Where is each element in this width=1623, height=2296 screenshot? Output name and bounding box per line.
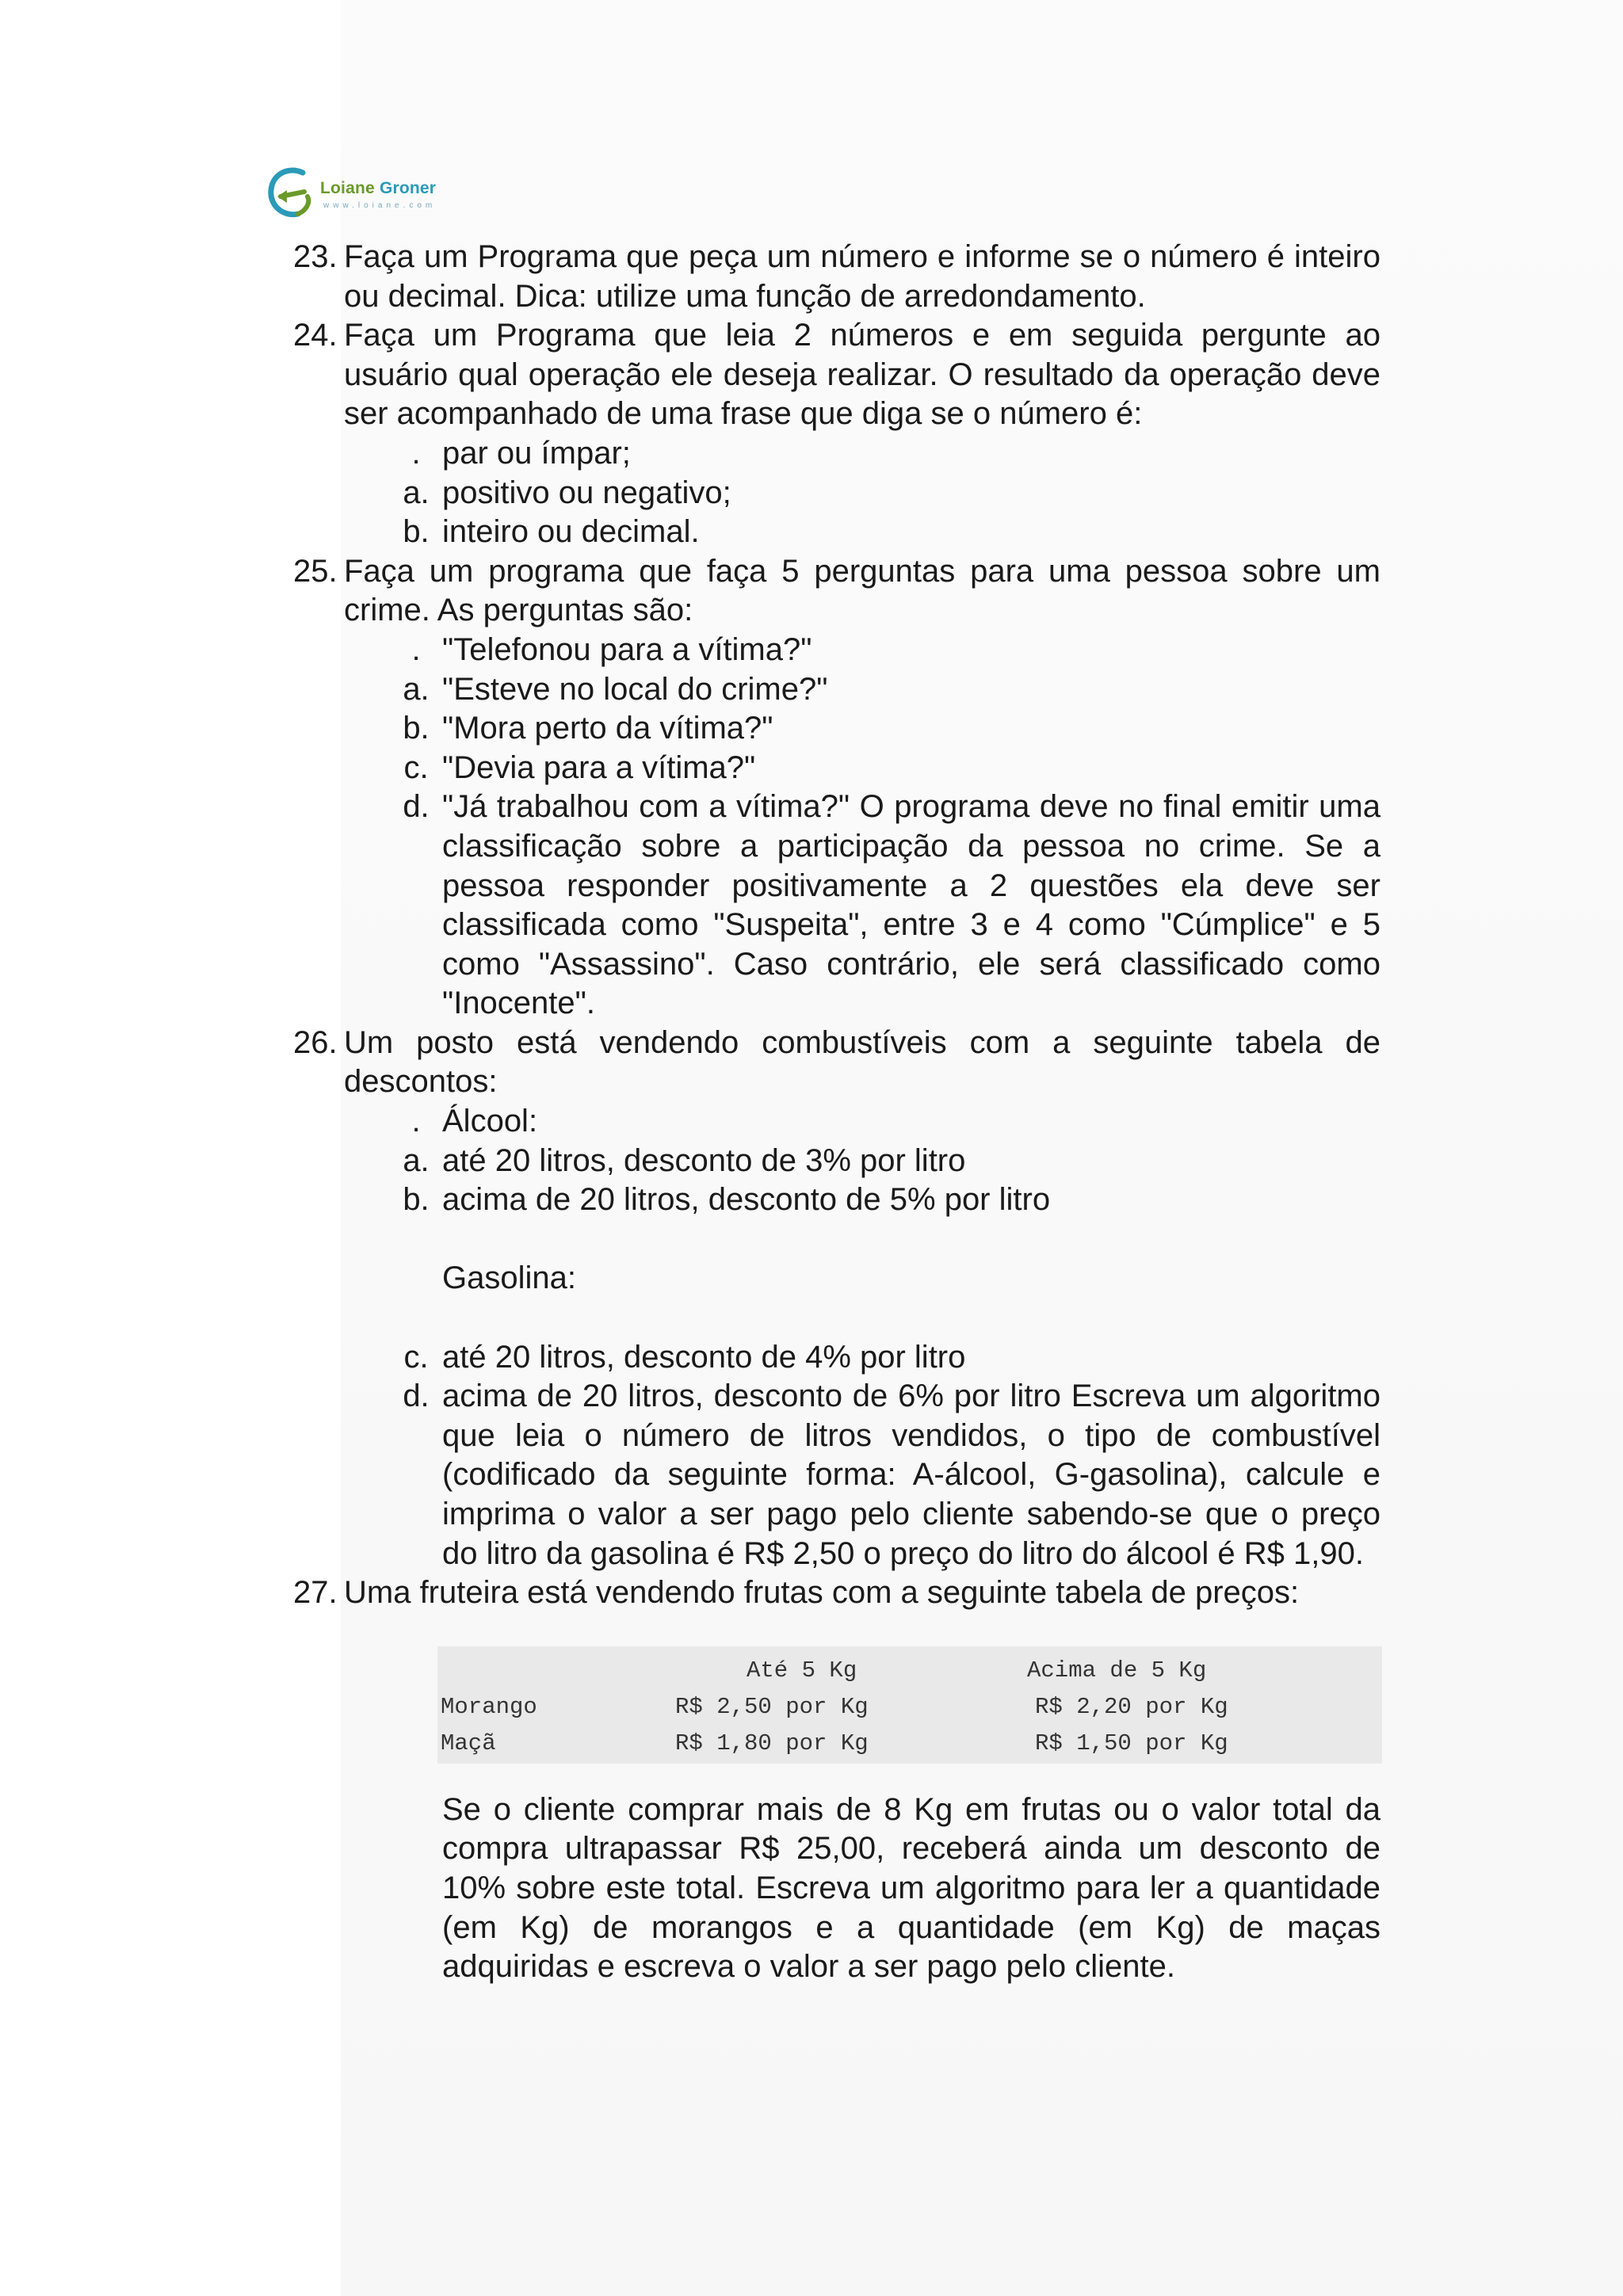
item-text: "Devia para a vítima?" bbox=[442, 749, 756, 785]
list-item bbox=[293, 1142, 1381, 1181]
question-number: 23. bbox=[293, 239, 338, 274]
item-marker: . bbox=[411, 631, 421, 667]
item-marker: b. bbox=[403, 514, 430, 550]
list-item bbox=[293, 434, 1381, 474]
logo-site: www.loiane.com bbox=[323, 201, 437, 210]
question-text: Faça um Programa que peça um número e informe se o número é inteiro ou decimal. Dica: utilize uma função de arredondamento. bbox=[344, 239, 1381, 314]
item-text: "Mora perto da vítima?" bbox=[442, 711, 773, 746]
question-25 bbox=[293, 552, 1381, 631]
loiane-groner-logo bbox=[266, 162, 449, 225]
table-cell: R$ 1,80 por Kg bbox=[675, 1730, 869, 1756]
item-marker: b. bbox=[403, 1182, 430, 1218]
list-item bbox=[293, 1102, 1381, 1142]
table-header-row bbox=[437, 1653, 1382, 1689]
question-number: 26. bbox=[293, 1024, 338, 1060]
exercise-list bbox=[293, 238, 1381, 1987]
item-marker: c. bbox=[403, 1339, 429, 1375]
list-item bbox=[293, 709, 1381, 749]
item-text: inteiro ou decimal. bbox=[442, 514, 700, 550]
list-item bbox=[293, 1377, 1381, 1573]
item-text: "Telefonou para a vítima?" bbox=[442, 631, 812, 667]
question-26 bbox=[293, 1024, 1381, 1102]
circular-arrow-logo-icon bbox=[266, 165, 319, 222]
question-text: Uma fruteira está vendendo frutas com a seguinte tabela de preços: bbox=[344, 1575, 1300, 1611]
question-number: 24. bbox=[293, 318, 338, 353]
table-cell: Morango bbox=[441, 1693, 537, 1720]
item-text: "Já trabalhou com a vítima?" O programa deve no final emitir uma classificação sobre a participação da pessoa no crime. Se a pessoa responder positivamente a 2 questões ela deve ser classificada como "Suspeita", entre 3 e 4 como "Cúmplice" e 5 como "Assassino". Caso contrário, ele será classificado como "Inocente". bbox=[442, 789, 1381, 1021]
table-cell: R$ 2,20 por Kg bbox=[1035, 1693, 1228, 1720]
table-row bbox=[437, 1726, 1382, 1762]
list-item bbox=[293, 788, 1381, 1024]
question-text: Um posto está vendendo combustíveis com a seguinte tabela de descontos: bbox=[344, 1024, 1381, 1100]
item-marker: . bbox=[411, 435, 421, 471]
question-number: 27. bbox=[293, 1575, 338, 1611]
table-cell: R$ 1,50 por Kg bbox=[1035, 1730, 1228, 1756]
question-23 bbox=[293, 238, 1381, 316]
item-marker: c. bbox=[403, 749, 429, 785]
item-marker: b. bbox=[403, 711, 430, 746]
item-text: "Esteve no local do crime?" bbox=[442, 671, 828, 707]
blank-line bbox=[293, 1220, 1381, 1260]
table-cell: R$ 2,50 por Kg bbox=[675, 1693, 869, 1720]
question-number: 25. bbox=[293, 553, 338, 589]
gasolina-label: Gasolina: bbox=[442, 1261, 576, 1296]
table-row bbox=[437, 1689, 1382, 1726]
item-marker: d. bbox=[403, 789, 430, 825]
item-text: par ou ímpar; bbox=[442, 435, 631, 471]
item-marker: a. bbox=[403, 1142, 430, 1178]
table-cell: Maçã bbox=[441, 1730, 496, 1756]
item-marker: . bbox=[411, 1104, 421, 1139]
list-item bbox=[293, 1180, 1381, 1220]
item-text: até 20 litros, desconto de 4% por litro bbox=[442, 1339, 966, 1375]
list-item bbox=[293, 513, 1381, 552]
table-header-cell bbox=[437, 1653, 675, 1689]
fruit-price-table bbox=[437, 1646, 1382, 1764]
list-item bbox=[293, 1338, 1381, 1378]
item-marker: a. bbox=[403, 475, 430, 510]
list-item bbox=[293, 631, 1381, 670]
table-header-cell: Acima de 5 Kg bbox=[1027, 1657, 1207, 1684]
list-item bbox=[293, 474, 1381, 513]
item-text: positivo ou negativo; bbox=[442, 475, 731, 510]
table-header-cell: Até 5 Kg bbox=[747, 1657, 857, 1684]
question-text: Faça um Programa que leia 2 números e em seguida pergunte ao usuário qual operação ele deseja realizar. O resultado da operação deve ser acompanhado de uma frase que diga se o número é: bbox=[344, 318, 1381, 432]
blank-line bbox=[293, 1299, 1381, 1338]
question-text: Faça um programa que faça 5 perguntas para uma pessoa sobre um crime. As perguntas são: bbox=[344, 553, 1381, 628]
question-27 bbox=[293, 1573, 1381, 1613]
logo-brand-name: Loiane Groner bbox=[320, 179, 437, 197]
item-text: Álcool: bbox=[442, 1104, 538, 1139]
item-text: acima de 20 litros, desconto de 5% por litro bbox=[442, 1182, 1051, 1218]
closing-paragraph: Se o cliente comprar mais de 8 Kg em frutas ou o valor total da compra ultrapassar R$ 25,00, receberá ainda um desconto de 10% sobre este total. Escreva um algoritmo para ler a quantidade (em Kg) de morangos e a quantidade (em Kg) de maças adquiridas e escreva o valor a ser pago pelo cliente. bbox=[442, 1791, 1381, 1985]
question-24 bbox=[293, 316, 1381, 434]
list-item bbox=[293, 670, 1381, 710]
list-item bbox=[293, 749, 1381, 788]
item-marker: a. bbox=[403, 671, 430, 707]
item-text: até 20 litros, desconto de 3% por litro bbox=[442, 1142, 966, 1178]
item-marker: d. bbox=[403, 1379, 430, 1414]
item-text: acima de 20 litros, desconto de 6% por litro Escreva um algoritmo que leia o número de litros vendidos, o tipo de combustível (codificado da seguinte forma: A-álcool, G-gasolina), calcule e imprima o valor a ser pago pelo cliente sabendo-se que o preço do litro da gasolina é R$ 2,50 o preço do litro do álcool é R$ 1,90. bbox=[442, 1379, 1381, 1571]
